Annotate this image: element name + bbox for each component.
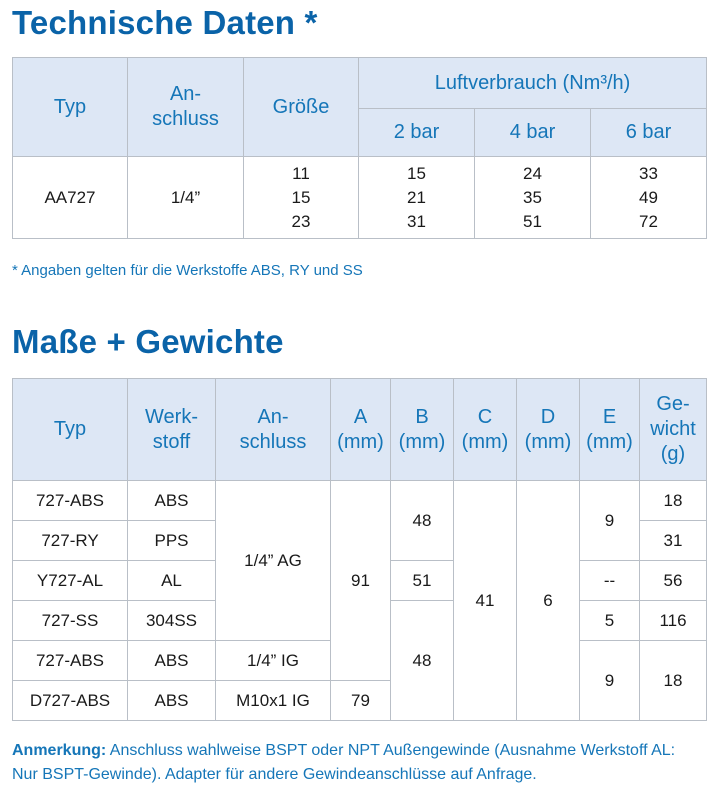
cell-gewicht: 116	[640, 601, 707, 641]
anmerkung-note	[12, 739, 702, 787]
table-row	[13, 481, 707, 521]
cell-value: 21	[407, 187, 426, 207]
cell-werkstoff: PPS	[128, 521, 216, 561]
cell-b-48-top: 48	[391, 481, 454, 561]
cell-anschluss: 1/4”	[128, 157, 244, 239]
cell-typ: Y727-AL	[13, 561, 128, 601]
cell-groesse	[244, 157, 359, 239]
header-gewicht: Ge- wicht (g)	[640, 379, 707, 481]
section-title-masse-gewichte: Maße + Gewichte	[12, 323, 284, 360]
header-e: E (mm)	[580, 379, 640, 481]
table-row	[13, 157, 707, 239]
header-2-bar: 2 bar	[359, 109, 475, 157]
cell-value: 31	[407, 211, 426, 231]
cell-typ: 727-ABS	[13, 481, 128, 521]
header-werkstoff: Werk- stoff	[128, 379, 216, 481]
cell-value: 11	[292, 163, 310, 183]
cell-typ: 727-SS	[13, 601, 128, 641]
cell-typ: AA727	[13, 157, 128, 239]
masse-gewichte-table	[12, 378, 707, 721]
cell-e-9-top: 9	[580, 481, 640, 561]
cell-value: 24	[523, 163, 542, 183]
cell-anschluss-ag: 1/4” AG	[216, 481, 331, 641]
cell-werkstoff: ABS	[128, 481, 216, 521]
note-label: Anmerkung:	[12, 742, 107, 759]
header-anschluss: An- schluss	[216, 379, 331, 481]
cell-value: 15	[407, 163, 426, 183]
cell-gewicht: 31	[640, 521, 707, 561]
cell-value: 23	[291, 211, 311, 231]
cell-2-bar	[359, 157, 475, 239]
cell-b-51: 51	[391, 561, 454, 601]
cell-typ: D727-ABS	[13, 681, 128, 721]
cell-gewicht: 18	[640, 641, 707, 721]
cell-value: 49	[639, 187, 658, 207]
cell-value: 15	[291, 187, 311, 207]
cell-typ: 727-RY	[13, 521, 128, 561]
cell-typ: 727-ABS	[13, 641, 128, 681]
cell-value: 35	[523, 187, 542, 207]
cell-value: 72	[639, 211, 658, 231]
header-4-bar: 4 bar	[475, 109, 591, 157]
header-typ: Typ	[13, 379, 128, 481]
cell-e-5: 5	[580, 601, 640, 641]
header-a: A (mm)	[331, 379, 391, 481]
header-groesse: Größe	[244, 58, 359, 157]
header-c: C (mm)	[454, 379, 517, 481]
header-typ: Typ	[13, 58, 128, 157]
cell-werkstoff: 304SS	[128, 601, 216, 641]
technische-daten-table	[12, 57, 707, 239]
cell-a-main: 91	[331, 481, 391, 681]
cell-value: 33	[639, 163, 658, 183]
cell-e-9-bottom: 9	[580, 641, 640, 721]
header-b: B (mm)	[391, 379, 454, 481]
cell-werkstoff: ABS	[128, 681, 216, 721]
footnote: * Angaben gelten für die Werkstoffe ABS, RY und SS	[12, 262, 363, 279]
header-6-bar: 6 bar	[591, 109, 707, 157]
note-text: Anschluss wahlweise BSPT oder NPT Außengewinde (Ausnahme Werkstoff AL: Nur BSPT-Gewinde). Adapter für andere Gewindeanschlüsse auf Anfrage.	[12, 742, 676, 783]
cell-6-bar	[591, 157, 707, 239]
cell-a-d727: 79	[331, 681, 391, 721]
header-anschluss: An- schluss	[128, 58, 244, 157]
cell-werkstoff: ABS	[128, 641, 216, 681]
cell-d: 6	[517, 481, 580, 721]
cell-4-bar	[475, 157, 591, 239]
cell-e-dash: --	[580, 561, 640, 601]
cell-gewicht: 56	[640, 561, 707, 601]
header-d: D (mm)	[517, 379, 580, 481]
cell-b-48-bottom: 48	[391, 601, 454, 721]
cell-anschluss-ig: 1/4” IG	[216, 641, 331, 681]
cell-werkstoff: AL	[128, 561, 216, 601]
header-luftverbrauch: Luftverbrauch (Nm³/h)	[359, 58, 707, 109]
cell-anschluss-m10: M10x1 IG	[216, 681, 331, 721]
section-title-technische-daten: Technische Daten *	[12, 4, 318, 41]
cell-c: 41	[454, 481, 517, 721]
cell-gewicht: 18	[640, 481, 707, 521]
cell-value: 51	[523, 211, 542, 231]
